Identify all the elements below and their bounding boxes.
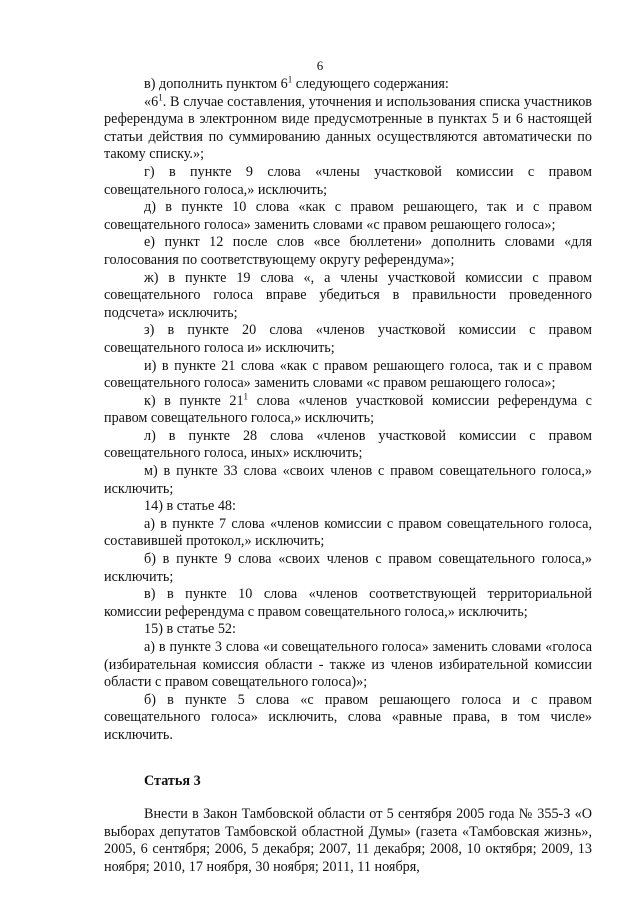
paragraph-text: д) в пункте 10 слова «как с правом решающего, так и с правом совещательного голоса» заменить словами «с правом решающего голоса»; bbox=[104, 199, 592, 233]
closing-paragraph: Внести в Закон Тамбовской области от 5 сентября 2005 года № 355-З «О выборах депутатов Тамбовской областной Думы» (газета «Тамбовская жизнь», 2005, 6 сентября; 2006, 5 декабря; 2007, 11 декабря; 2008, 10 октября; 2009, 13 ноября; 2010, 17 ноября, 30 ноября; 2011, 11 ноября, bbox=[104, 806, 592, 875]
amendment-paragraph bbox=[104, 516, 592, 551]
amendment-list bbox=[104, 76, 592, 745]
amendment-paragraph bbox=[104, 639, 592, 692]
amendment-paragraph bbox=[104, 390, 592, 428]
amendment-paragraph bbox=[104, 463, 592, 498]
paragraph-text: м) в пункте 33 слова «своих членов с правом совещательного голоса,» исключить; bbox=[104, 463, 592, 497]
amendment-paragraph bbox=[104, 551, 592, 586]
paragraph-text: л) в пункте 28 слова «членов участковой комиссии с правом совещательного голоса, иных» исключить; bbox=[104, 427, 592, 462]
paragraph-text: а) в пункте 3 слова «и совещательного голоса» заменить словами «голоса (избирательная комиссия области - также из членов избирательной комиссии области с правом совещательного голоса)»; bbox=[104, 639, 592, 691]
page-number: 6 bbox=[316, 58, 324, 73]
article-heading: Статья 3 bbox=[144, 772, 201, 789]
amendment-paragraph bbox=[104, 76, 592, 94]
amendment-paragraph bbox=[104, 692, 592, 745]
paragraph-text: 14) в статье 48: bbox=[144, 498, 236, 515]
amendment-paragraph bbox=[104, 586, 592, 621]
paragraph-text: б) в пункте 5 слова «с правом решающего голоса и с правом совещательного голоса» исключить, слова «равные права, в том числе» исключить. bbox=[104, 691, 592, 743]
paragraph-text: 15) в статье 52: bbox=[144, 621, 236, 638]
amendment-paragraph bbox=[104, 199, 592, 234]
paragraph-text: к) в пункте 21 bbox=[144, 392, 244, 409]
paragraph-text: ж) в пункте 19 слова «, а члены участковой комиссии с правом совещательного голоса вправе убедиться в правильности проведенного подсчета» исключить; bbox=[104, 269, 592, 321]
paragraph-text: следующего содержания: bbox=[292, 76, 449, 92]
paragraph-text: б) в пункте 9 слова «своих членов с правом совещательного голоса,» исключить; bbox=[104, 551, 592, 585]
document-body bbox=[104, 76, 592, 877]
amendment-paragraph bbox=[104, 498, 592, 516]
superscript: 1 bbox=[243, 390, 249, 401]
amendment-paragraph bbox=[104, 270, 592, 323]
paragraph-text: е) пункт 12 после слов «все бюллетени» дополнить словами «для голосования по соответствующему округу референдума»; bbox=[104, 234, 592, 268]
paragraph-text: з) в пункте 20 слова «членов участковой комиссии с правом совещательного голоса и» исключить; bbox=[104, 322, 592, 356]
superscript: 1 bbox=[287, 74, 293, 85]
amendment-paragraph bbox=[104, 428, 592, 463]
amendment-paragraph bbox=[104, 358, 592, 393]
paragraph-text: и) в пункте 21 слова «как с правом решающего голоса, так и с правом совещательного голоса» заменить словами «с правом решающего голоса»; bbox=[104, 357, 592, 392]
paragraph-text: г) в пункте 9 слова «члены участковой комиссии с правом совещательного голоса,» исключить; bbox=[104, 163, 592, 198]
amendment-paragraph bbox=[104, 621, 592, 639]
superscript: 1 bbox=[158, 91, 163, 102]
amendment-paragraph bbox=[104, 91, 592, 164]
paragraph-text: «6 bbox=[144, 93, 159, 110]
paragraph-text: слова «членов участковой комиссии референдума с правом совещательного голоса,» исключить; bbox=[104, 392, 592, 427]
paragraph-text: в) дополнить пунктом 6 bbox=[144, 76, 288, 92]
amendment-paragraph bbox=[104, 234, 592, 269]
paragraph-text: . В случае составления, уточнения и использования списка участников референдума в электронном виде предусмотренные в пунктах 5 и 6 настоящей статьи действия по суммированию данных осуществляются автоматически по такому списку.»; bbox=[104, 93, 592, 163]
paragraph-text: а) в пункте 7 слова «членов комиссии с правом совещательного голоса, составившей протокол,» исключить; bbox=[104, 515, 592, 550]
amendment-paragraph bbox=[104, 322, 592, 357]
paragraph-text: в) в пункте 10 слова «членов соответствующей территориальной комиссии референдума с правом совещательного голоса,» исключить; bbox=[104, 586, 592, 620]
amendment-paragraph bbox=[104, 164, 592, 199]
